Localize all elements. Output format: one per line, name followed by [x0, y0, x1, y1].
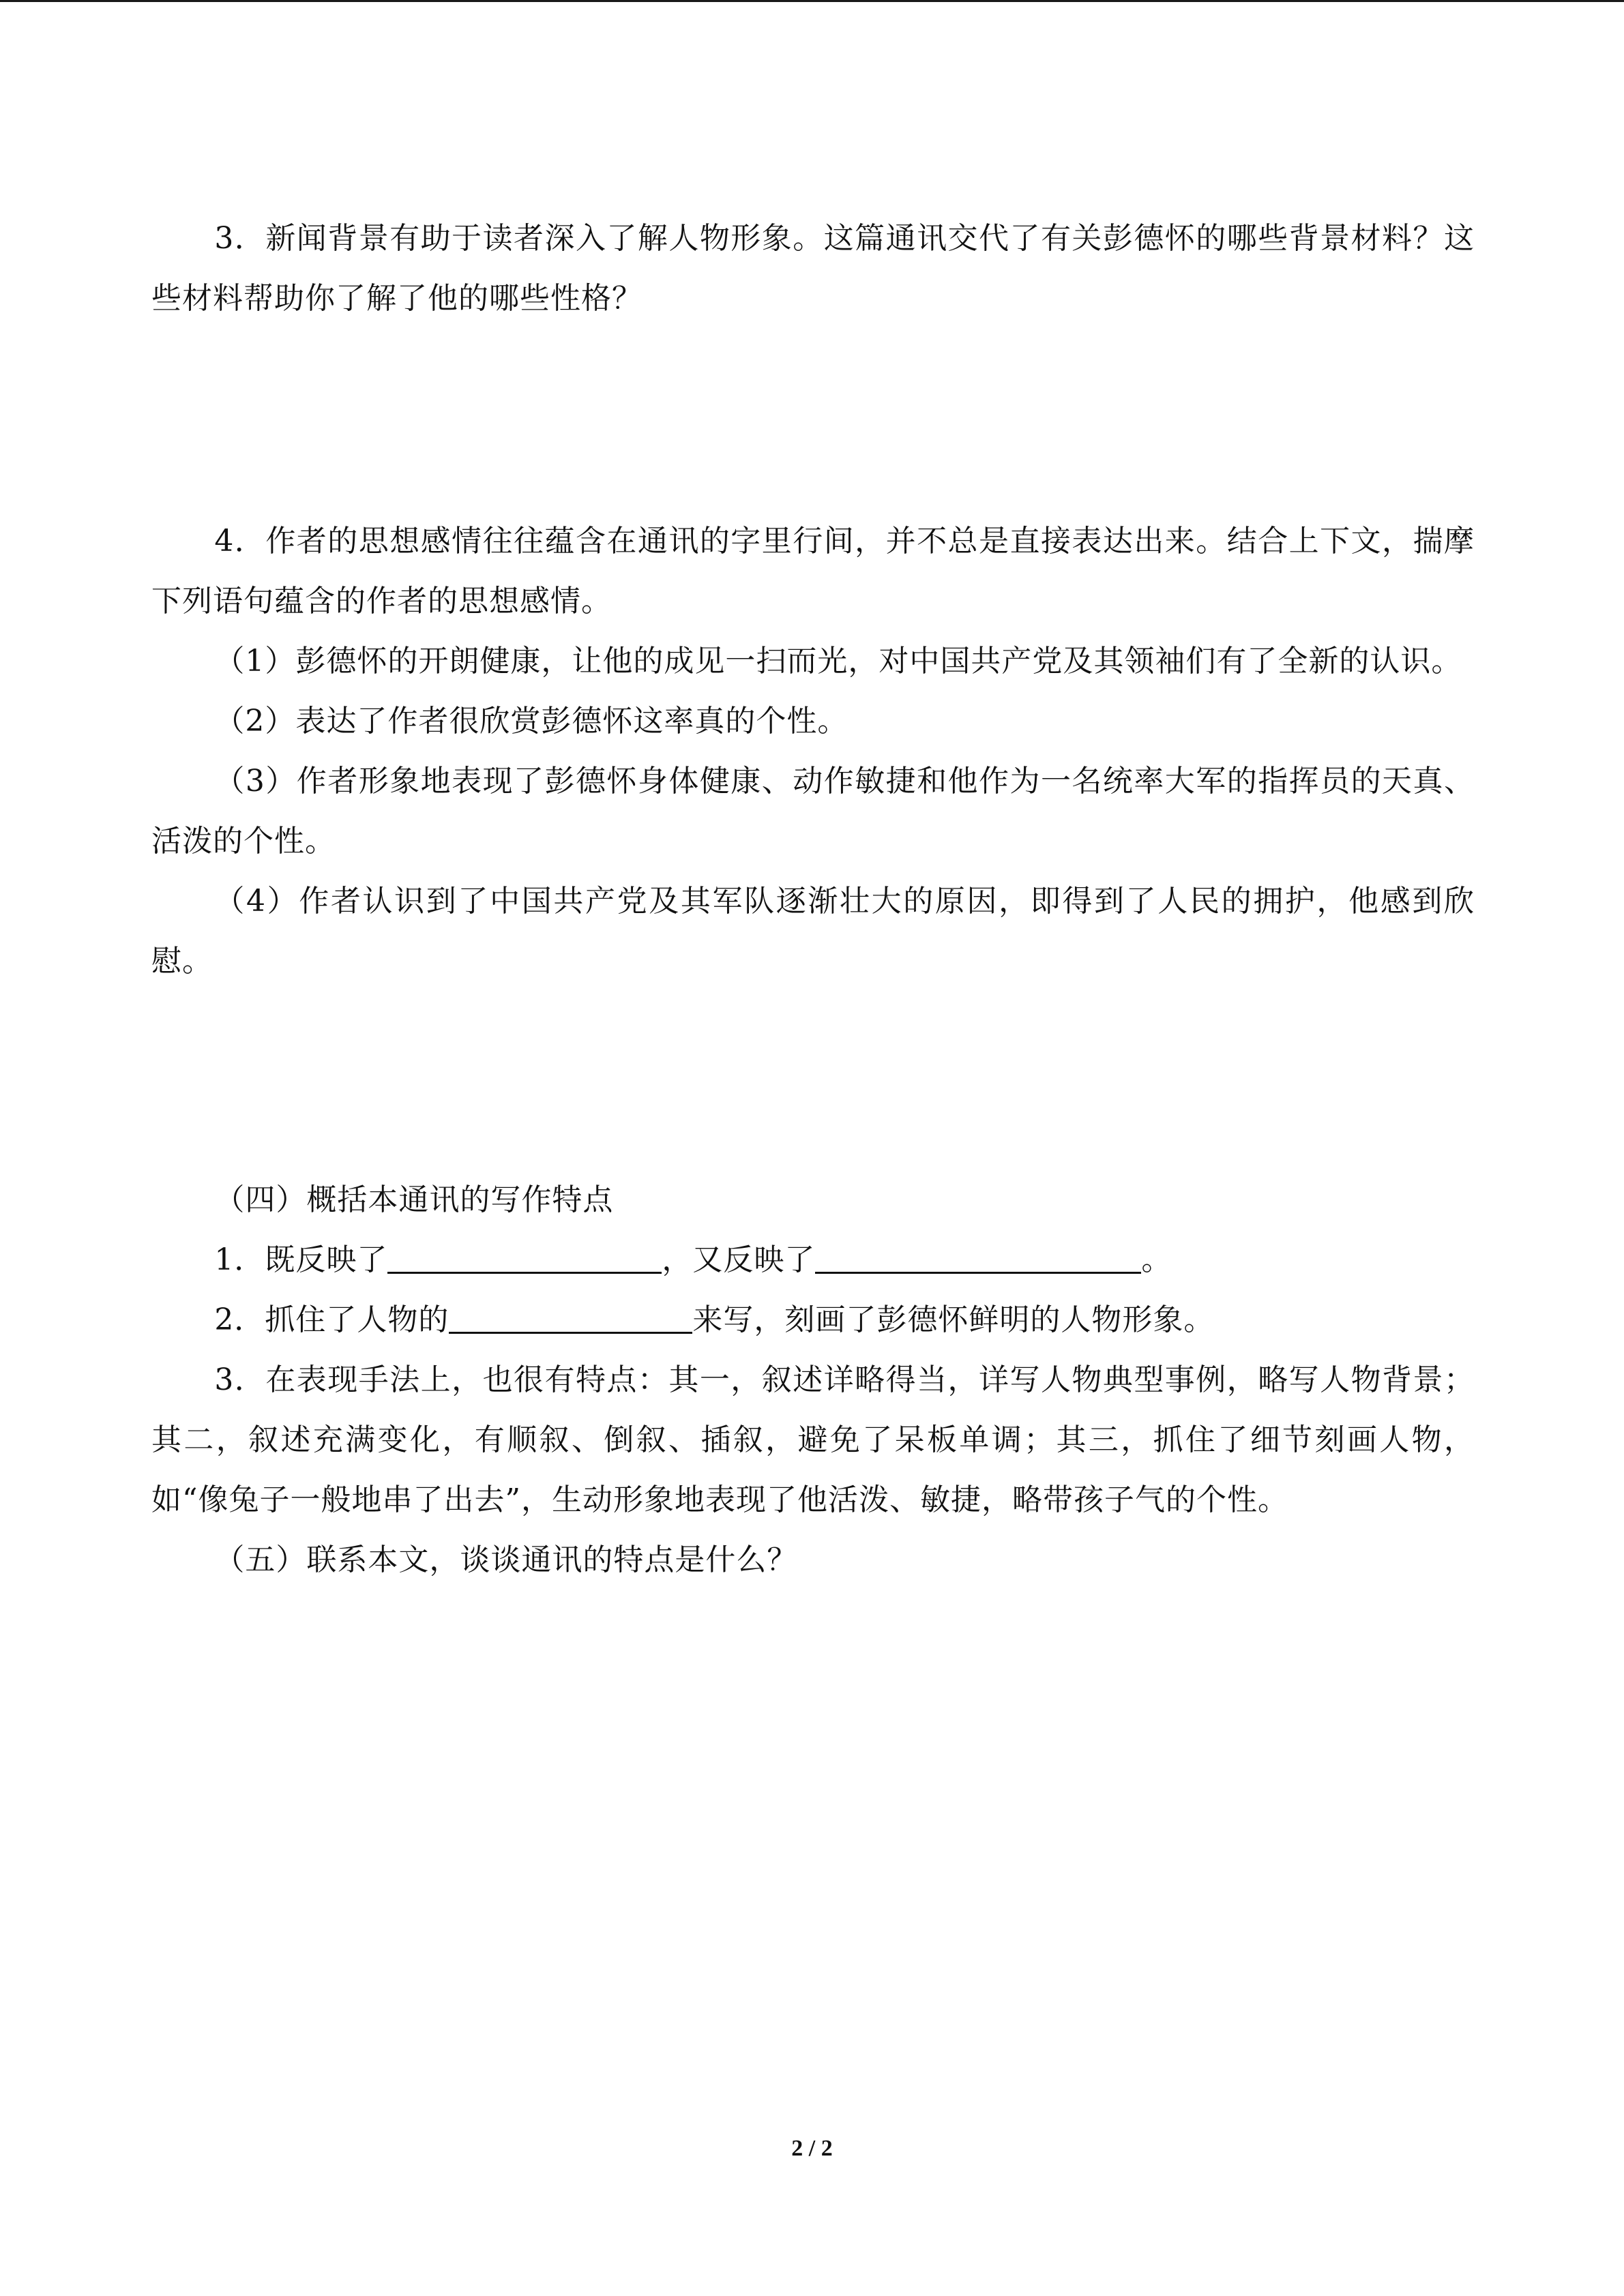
answer-space-q4 — [151, 992, 1475, 1170]
page-number: 2 / 2 — [791, 2136, 833, 2161]
section-4-item-2 — [151, 1290, 1475, 1350]
item-2-prefix: 2．抓住了人物的 — [214, 1302, 449, 1337]
question-4-item-4: （4）作者认识到了中国共产党及其军队逐渐壮大的原因，即得到了人民的拥护，他感到欣慰。 — [151, 884, 1475, 979]
page-content — [151, 209, 1475, 1590]
section-4-heading: （四）概括本通讯的写作特点 — [214, 1182, 614, 1217]
item-2-suffix: 来写，刻画了彭德怀鲜明的人物形象。 — [692, 1302, 1215, 1337]
question-3: 3．新闻背景有助于读者深入了解人物形象。这篇通讯交代了有关彭德怀的哪些背景材料？这些材料帮助你了解了他的哪些性格？ — [151, 221, 1475, 316]
section-4-item-1 — [151, 1230, 1475, 1290]
fill-blank-2[interactable] — [815, 1244, 1141, 1274]
item-1-prefix: 1．既反映了 — [214, 1242, 388, 1277]
top-border-rule — [0, 0, 1624, 2]
fill-blank-3[interactable] — [449, 1304, 692, 1334]
question-4-item-1: （1）彭德怀的开朗健康，让他的成见一扫而光，对中国共产党及其领袖们有了全新的认识。 — [214, 644, 1462, 679]
section-4-item-3: 3．在表现手法上，也很有特点：其一，叙述详略得当，详写人物典型事例，略写人物背景；其二，叙述充满变化，有顺叙、倒叙、插叙，避免了呆板单调；其三，抓住了细节刻画人物，如“像兔子一般地串了出去”，生动形象地表现了他活泼、敏捷，略带孩子气的个性。 — [151, 1362, 1475, 1517]
item-1-suffix: 。 — [1141, 1242, 1172, 1277]
section-5-heading: （五）联系本文，谈谈通讯的特点是什么？ — [214, 1542, 798, 1577]
question-4-item-3: （3）作者形象地表现了彭德怀身体健康、动作敏捷和他作为一名统率大军的指挥员的天真、活泼的个性。 — [151, 764, 1475, 859]
item-1-middle: ，又反映了 — [662, 1242, 816, 1277]
question-4: 4．作者的思想感情往往蕴含在通讯的字里行间，并不总是直接表达出来。结合上下文，揣摩下列语句蕴含的作者的思想感情。 — [151, 524, 1475, 618]
fill-blank-1[interactable] — [387, 1244, 662, 1274]
answer-space-q3 — [151, 329, 1475, 511]
question-4-item-2: （2）表达了作者很欣赏彭德怀这率真的个性。 — [214, 704, 848, 739]
